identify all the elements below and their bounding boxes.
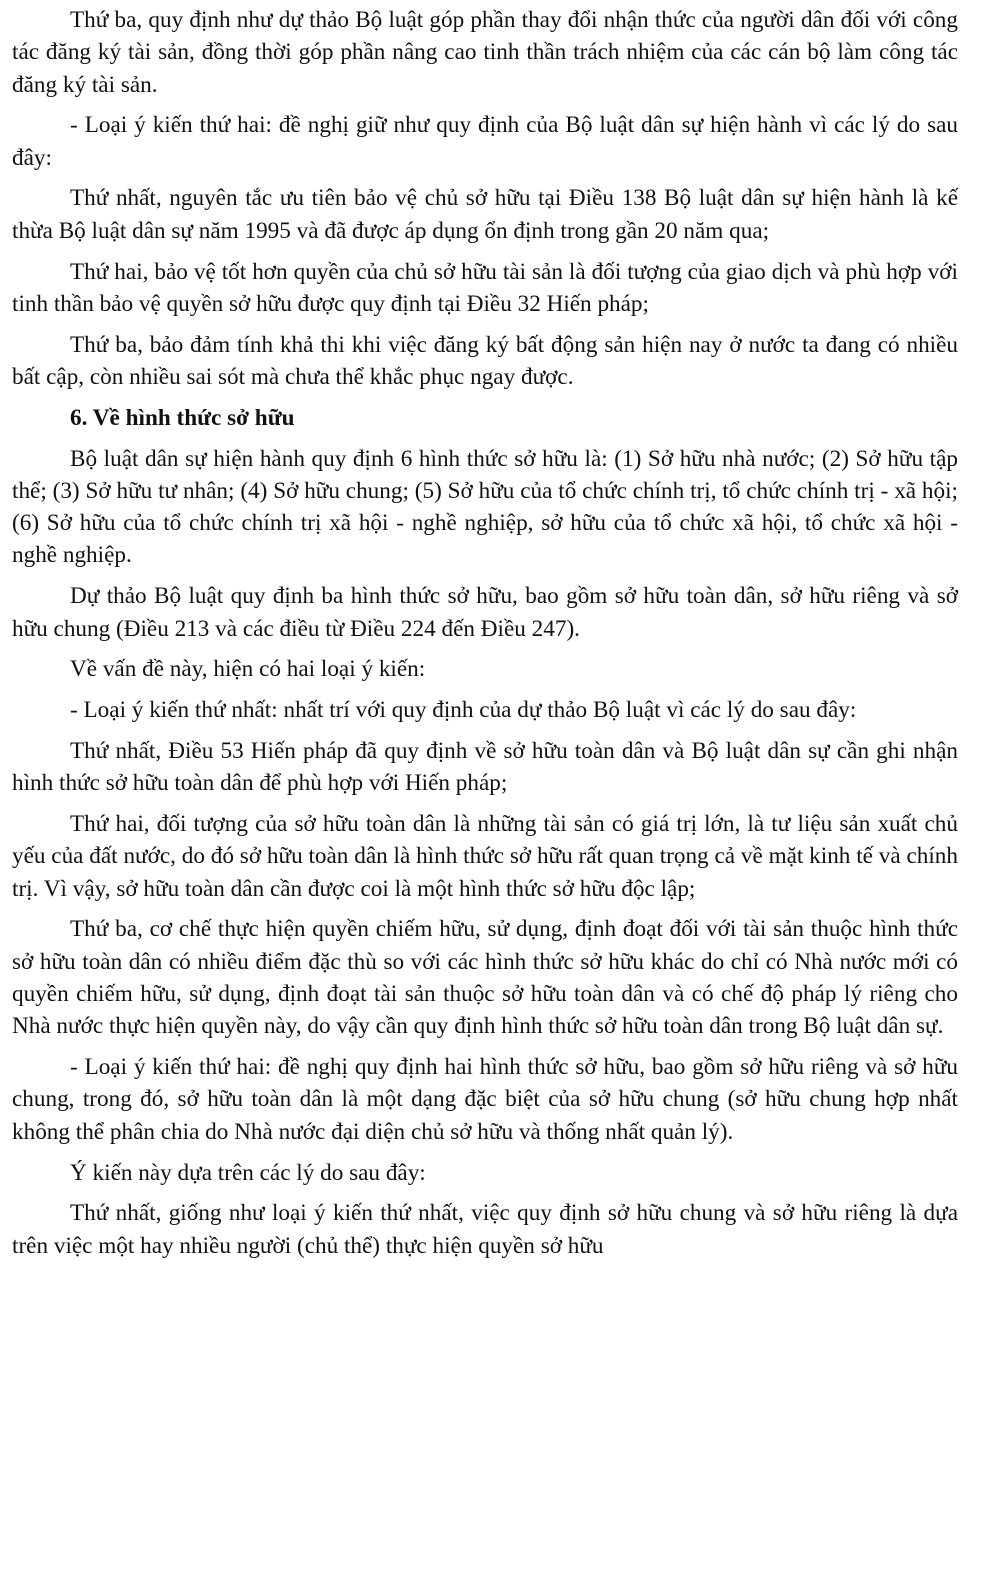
paragraph: Thứ nhất, nguyên tắc ưu tiên bảo vệ chủ sở hữu tại Điều 138 Bộ luật dân sự hiện hành là kế thừa Bộ luật dân sự năm 1995 và đã được áp dụng ổn định trong gần 20 năm qua; bbox=[12, 185, 958, 244]
paragraph: Về vấn đề này, hiện có hai loại ý kiến: bbox=[70, 656, 426, 683]
paragraph: - Loại ý kiến thứ hai: đề nghị giữ như quy định của Bộ luật dân sự hiện hành vì các lý do sau đây: bbox=[12, 112, 958, 171]
paragraph: - Loại ý kiến thứ hai: đề nghị quy định hai hình thức sở hữu, bao gồm sở hữu riêng và sở hữu chung, trong đó, sở hữu toàn dân là một dạng đặc biệt của sở hữu chung (sở hữu chung hợp nhất không thể phân chia do Nhà nước đại diện chủ sở hữu và thống nhất quản lý). bbox=[12, 1054, 958, 1145]
paragraph: Thứ hai, đối tượng của sở hữu toàn dân là những tài sản có giá trị lớn, là tư liệu sản xuất chủ yếu của đất nước, do đó sở hữu toàn dân là hình thức sở hữu rất quan trọng cả về mặt kinh tế và chính trị. Vì vậy, sở hữu toàn dân cần được coi là một hình thức sở hữu độc lập; bbox=[12, 811, 958, 902]
document-page bbox=[12, 4, 958, 1270]
paragraph: Thứ hai, bảo vệ tốt hơn quyền của chủ sở hữu tài sản là đối tượng của giao dịch và phù hợp với tinh thần bảo vệ quyền sở hữu được quy định tại Điều 32 Hiến pháp; bbox=[12, 258, 958, 317]
paragraph: Thứ nhất, Điều 53 Hiến pháp đã quy định về sở hữu toàn dân và Bộ luật dân sự cần ghi nhận hình thức sở hữu toàn dân để phù hợp với Hiến pháp; bbox=[12, 737, 958, 797]
paragraph: Dự thảo Bộ luật quy định ba hình thức sở hữu, bao gồm sở hữu toàn dân, sở hữu riêng và sở hữu chung (Điều 213 và các điều từ Điều 224 đến Điều 247). bbox=[12, 583, 958, 642]
paragraph: Bộ luật dân sự hiện hành quy định 6 hình thức sở hữu là: (1) Sở hữu nhà nước; (2) Sở hữu tập thể; (3) Sở hữu tư nhân; (4) Sở hữu chung; (5) Sở hữu của tổ chức chính trị, tổ chức chính trị - xã hội; (6) Sở hữu của tổ chức chính trị xã hội - nghề nghiệp, sở hữu của tổ chức xã hội, tổ chức xã hội - nghề nghiệp. bbox=[12, 445, 958, 569]
section-heading: 6. Về hình thức sở hữu bbox=[70, 404, 295, 431]
paragraph: - Loại ý kiến thứ nhất: nhất trí với quy định của dự thảo Bộ luật vì các lý do sau đây: bbox=[70, 697, 857, 724]
paragraph: Thứ nhất, giống như loại ý kiến thứ nhất, việc quy định sở hữu chung và sở hữu riêng là dựa trên việc một hay nhiều người (chủ thể) thực hiện quyền sở hữu bbox=[12, 1200, 958, 1259]
paragraph: Ý kiến này dựa trên các lý do sau đây: bbox=[70, 1159, 426, 1186]
paragraph: Thứ ba, cơ chế thực hiện quyền chiếm hữu, sử dụng, định đoạt đối với tài sản thuộc hình thức sở hữu toàn dân có nhiều điểm đặc thù so với các hình thức sở hữu khác do chỉ có Nhà nước mới có quyền chiếm hữu, sử dụng, định đoạt tài sản thuộc sở hữu toàn dân và có chế độ pháp lý riêng cho Nhà nước thực hiện quyền này, do vậy cần quy định hình thức sở hữu toàn dân trong Bộ luật dân sự. bbox=[12, 916, 958, 1040]
paragraph: Thứ ba, quy định như dự thảo Bộ luật góp phần thay đổi nhận thức của người dân đối với công tác đăng ký tài sản, đồng thời góp phần nâng cao tinh thần trách nhiệm của các cán bộ làm công tác đăng ký tài sản. bbox=[12, 7, 958, 98]
paragraph: Thứ ba, bảo đảm tính khả thi khi việc đăng ký bất động sản hiện nay ở nước ta đang có nhiều bất cập, còn nhiều sai sót mà chưa thể khắc phục ngay được. bbox=[12, 331, 958, 390]
